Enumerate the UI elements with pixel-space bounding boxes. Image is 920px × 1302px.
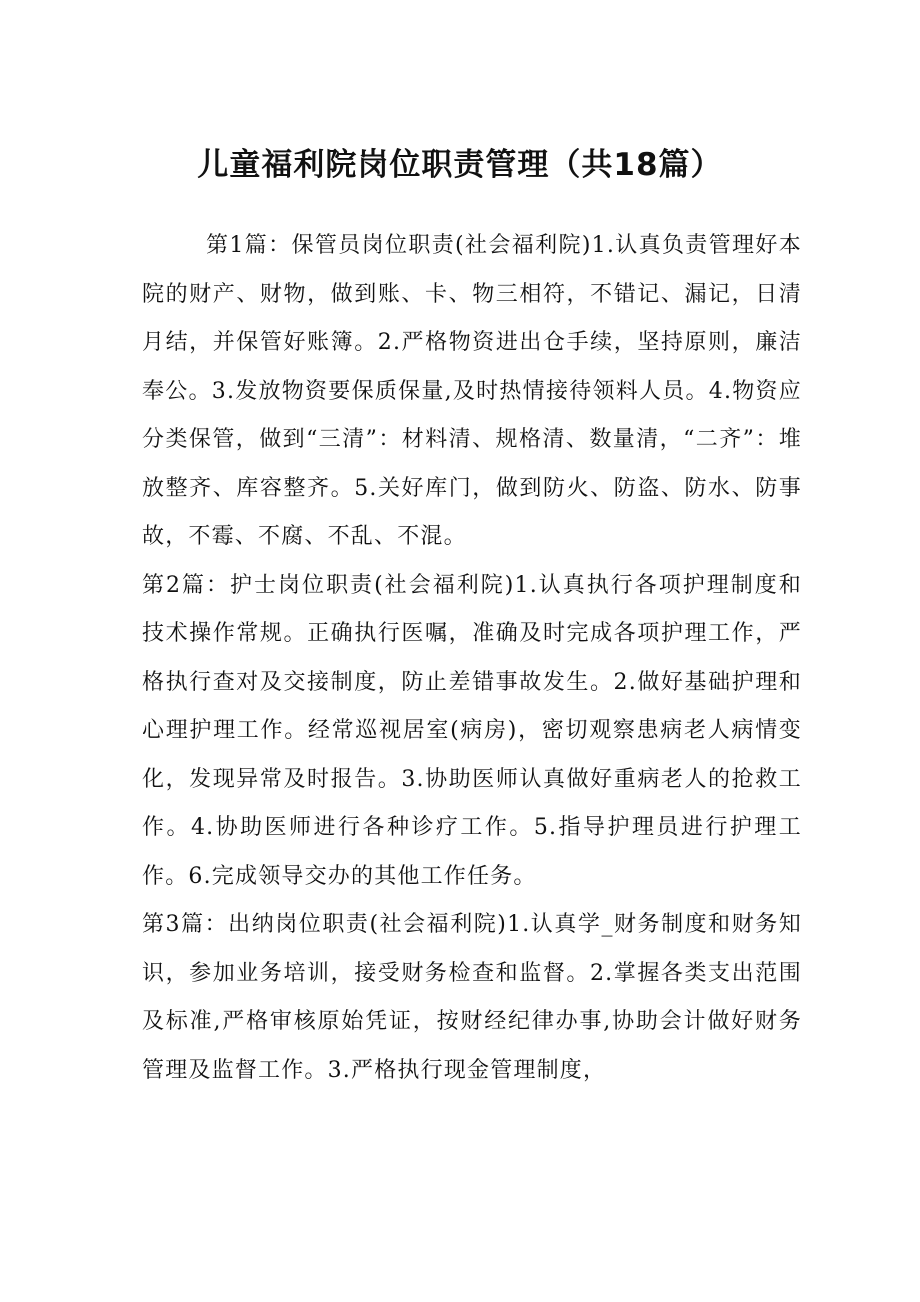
paragraph-article-3: 第3篇：出纳岗位职责(社会福利院)1.认真学_财务制度和财务知识，参加业务培训，接受财务检查和监督。2.掌握各类支出范围及标准,严格审核原始凭证，按财经纪律办事,协助会计做好财务管理及监督工作。3.严格执行现金管理制度， [142, 912, 802, 1083]
document-title: 儿童福利院岗位职责管理（共18篇） [197, 147, 723, 183]
document-body [142, 222, 802, 1095]
paragraph-article-2: 第2篇：护士岗位职责(社会福利院)1.认真执行各项护理制度和技术操作常规。正确执行医嘱，准确及时完成各项护理工作，严格执行查对及交接制度，防止差错事故发生。2.做好基础护理和心理护理工作。经常巡视居室(病房)，密切观察患病老人病情变化，发现异常及时报告。3.协助医师认真做好重病老人的抢救工作。4.协助医师进行各种诊疗工作。5.指导护理员进行护理工作。6.完成领导交办的其他工作任务。 [142, 572, 802, 889]
paragraph-article-1: 第1篇：保管员岗位职责(社会福利院)1.认真负责管理好本院的财产、财物，做到账、卡、物三相符，不错记、漏记，日清月结，并保管好账簿。2.严格物资进出仓手续，坚持原则，廉洁奉公。3.发放物资要保质保量,及时热情接待领料人员。4.物资应分类保管，做到“三清”：材料清、规格清、数量清，“二齐”：堆放整齐、库容整齐。5.关好库门，做到防火、防盗、防水、防事故，不霉、不腐、不乱、不混。 [142, 233, 802, 549]
